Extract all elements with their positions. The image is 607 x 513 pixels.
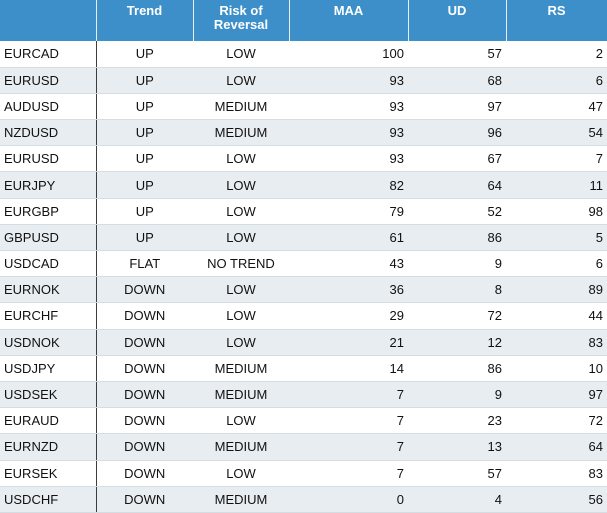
cell-ud: 52 xyxy=(408,198,506,224)
cell-symbol: NZDUSD xyxy=(0,120,96,146)
cell-symbol: USDCAD xyxy=(0,251,96,277)
cell-ud: 68 xyxy=(408,67,506,93)
header-ud: UD xyxy=(408,0,506,41)
cell-maa: 7 xyxy=(289,408,408,434)
cell-risk-of-reversal: MEDIUM xyxy=(193,355,289,381)
cell-rs: 47 xyxy=(506,93,607,119)
cell-maa: 0 xyxy=(289,486,408,512)
table-row xyxy=(0,172,607,198)
cell-risk-of-reversal: MEDIUM xyxy=(193,486,289,512)
table-row xyxy=(0,460,607,486)
cell-maa: 29 xyxy=(289,303,408,329)
table-row xyxy=(0,251,607,277)
cell-maa: 61 xyxy=(289,224,408,250)
cell-rs: 83 xyxy=(506,460,607,486)
table-row xyxy=(0,67,607,93)
table-row xyxy=(0,408,607,434)
cell-ud: 64 xyxy=(408,172,506,198)
cell-ud: 67 xyxy=(408,146,506,172)
cell-ud: 86 xyxy=(408,224,506,250)
table-row xyxy=(0,224,607,250)
cell-symbol: EURSEK xyxy=(0,460,96,486)
cell-rs: 89 xyxy=(506,277,607,303)
cell-symbol: EURCAD xyxy=(0,41,96,67)
cell-symbol: EURNOK xyxy=(0,277,96,303)
header-trend: Trend xyxy=(96,0,193,41)
cell-ud: 97 xyxy=(408,93,506,119)
header-risk-line2: Reversal xyxy=(213,17,269,32)
cell-rs: 44 xyxy=(506,303,607,329)
cell-maa: 14 xyxy=(289,355,408,381)
table-row xyxy=(0,198,607,224)
cell-symbol: USDSEK xyxy=(0,381,96,407)
cell-rs: 97 xyxy=(506,381,607,407)
cell-rs: 64 xyxy=(506,434,607,460)
cell-risk-of-reversal: LOW xyxy=(193,460,289,486)
cell-rs: 11 xyxy=(506,172,607,198)
cell-maa: 36 xyxy=(289,277,408,303)
cell-trend: DOWN xyxy=(96,434,193,460)
cell-ud: 57 xyxy=(408,41,506,67)
cell-rs: 7 xyxy=(506,146,607,172)
cell-ud: 4 xyxy=(408,486,506,512)
cell-trend: FLAT xyxy=(96,251,193,277)
cell-ud: 13 xyxy=(408,434,506,460)
cell-maa: 7 xyxy=(289,434,408,460)
cell-rs: 54 xyxy=(506,120,607,146)
cell-risk-of-reversal: LOW xyxy=(193,408,289,434)
table-row xyxy=(0,381,607,407)
cell-risk-of-reversal: LOW xyxy=(193,146,289,172)
cell-risk-of-reversal: LOW xyxy=(193,198,289,224)
cell-trend: DOWN xyxy=(96,460,193,486)
cell-rs: 6 xyxy=(506,251,607,277)
cell-ud: 8 xyxy=(408,277,506,303)
cell-trend: UP xyxy=(96,120,193,146)
cell-symbol: EURGBP xyxy=(0,198,96,224)
cell-trend: DOWN xyxy=(96,408,193,434)
cell-symbol: USDJPY xyxy=(0,355,96,381)
cell-trend: UP xyxy=(96,93,193,119)
cell-maa: 93 xyxy=(289,93,408,119)
cell-symbol: USDNOK xyxy=(0,329,96,355)
cell-trend: UP xyxy=(96,41,193,67)
cell-trend: UP xyxy=(96,198,193,224)
cell-symbol: USDCHF xyxy=(0,486,96,512)
cell-rs: 6 xyxy=(506,67,607,93)
cell-ud: 9 xyxy=(408,251,506,277)
header-rs: RS xyxy=(506,0,607,41)
cell-ud: 96 xyxy=(408,120,506,146)
cell-rs: 72 xyxy=(506,408,607,434)
cell-symbol: EURNZD xyxy=(0,434,96,460)
table-row xyxy=(0,486,607,512)
cell-trend: DOWN xyxy=(96,329,193,355)
cell-trend: UP xyxy=(96,172,193,198)
cell-symbol: GBPUSD xyxy=(0,224,96,250)
cell-trend: DOWN xyxy=(96,486,193,512)
header-risk-of-reversal xyxy=(193,0,289,41)
cell-rs: 5 xyxy=(506,224,607,250)
cell-maa: 7 xyxy=(289,381,408,407)
table-row xyxy=(0,93,607,119)
cell-ud: 23 xyxy=(408,408,506,434)
cell-risk-of-reversal: LOW xyxy=(193,329,289,355)
cell-risk-of-reversal: LOW xyxy=(193,303,289,329)
cell-risk-of-reversal: LOW xyxy=(193,41,289,67)
cell-risk-of-reversal: NO TREND xyxy=(193,251,289,277)
cell-rs: 10 xyxy=(506,355,607,381)
cell-risk-of-reversal: MEDIUM xyxy=(193,381,289,407)
cell-trend: UP xyxy=(96,224,193,250)
table-row xyxy=(0,146,607,172)
cell-symbol: EURUSD xyxy=(0,146,96,172)
cell-trend: DOWN xyxy=(96,381,193,407)
table-row xyxy=(0,355,607,381)
cell-trend: DOWN xyxy=(96,303,193,329)
cell-maa: 82 xyxy=(289,172,408,198)
cell-risk-of-reversal: LOW xyxy=(193,67,289,93)
cell-maa: 93 xyxy=(289,146,408,172)
cell-symbol: EURAUD xyxy=(0,408,96,434)
cell-symbol: EURJPY xyxy=(0,172,96,198)
cell-maa: 100 xyxy=(289,41,408,67)
cell-maa: 21 xyxy=(289,329,408,355)
cell-ud: 12 xyxy=(408,329,506,355)
cell-symbol: EURCHF xyxy=(0,303,96,329)
header-maa: MAA xyxy=(289,0,408,41)
cell-rs: 56 xyxy=(506,486,607,512)
header-symbol xyxy=(0,0,96,41)
table-row xyxy=(0,303,607,329)
cell-symbol: EURUSD xyxy=(0,67,96,93)
cell-rs: 83 xyxy=(506,329,607,355)
table-header xyxy=(0,0,607,41)
cell-maa: 93 xyxy=(289,67,408,93)
cell-rs: 98 xyxy=(506,198,607,224)
cell-trend: UP xyxy=(96,146,193,172)
cell-ud: 86 xyxy=(408,355,506,381)
cell-symbol: AUDUSD xyxy=(0,93,96,119)
table-row xyxy=(0,329,607,355)
cell-rs: 2 xyxy=(506,41,607,67)
table-row xyxy=(0,434,607,460)
cell-maa: 79 xyxy=(289,198,408,224)
cell-maa: 93 xyxy=(289,120,408,146)
table-row xyxy=(0,120,607,146)
cell-risk-of-reversal: MEDIUM xyxy=(193,120,289,146)
cell-risk-of-reversal: LOW xyxy=(193,172,289,198)
header-row xyxy=(0,0,607,41)
cell-ud: 9 xyxy=(408,381,506,407)
header-risk-line1: Risk of xyxy=(219,3,263,18)
cell-maa: 7 xyxy=(289,460,408,486)
cell-risk-of-reversal: MEDIUM xyxy=(193,93,289,119)
cell-risk-of-reversal: LOW xyxy=(193,277,289,303)
cell-trend: DOWN xyxy=(96,277,193,303)
cell-ud: 72 xyxy=(408,303,506,329)
cell-trend: UP xyxy=(96,67,193,93)
table-body xyxy=(0,41,607,512)
cell-ud: 57 xyxy=(408,460,506,486)
cell-risk-of-reversal: LOW xyxy=(193,224,289,250)
cell-maa: 43 xyxy=(289,251,408,277)
cell-trend: DOWN xyxy=(96,355,193,381)
cell-risk-of-reversal: MEDIUM xyxy=(193,434,289,460)
table-row xyxy=(0,277,607,303)
table-row xyxy=(0,41,607,67)
